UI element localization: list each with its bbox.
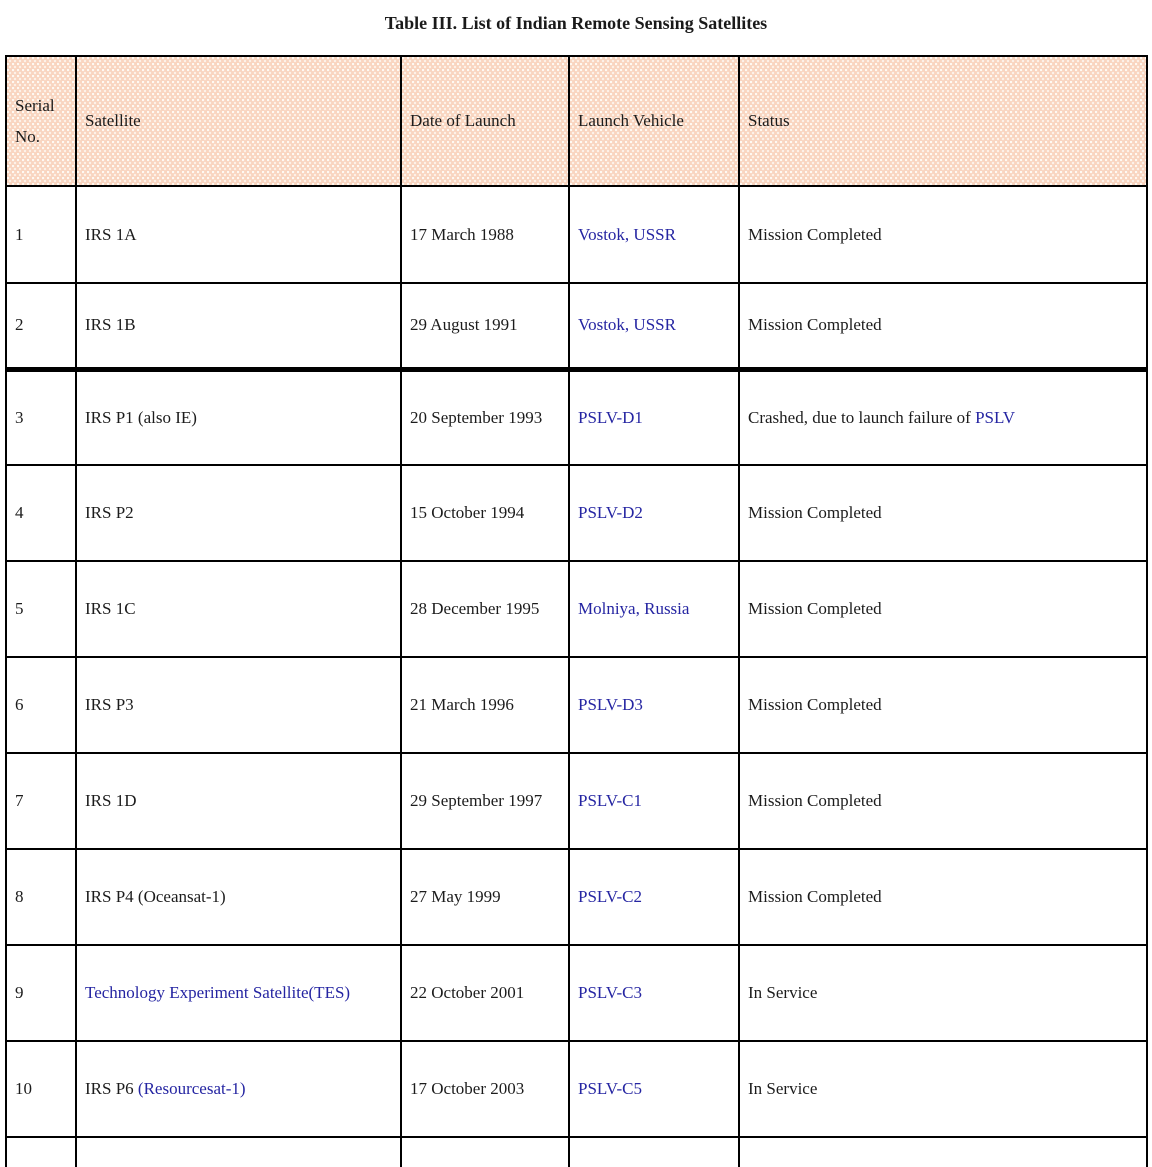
cell-text: IRS P4 (Oceansat-1) (85, 887, 226, 906)
table-body (6, 186, 1147, 1167)
column-header-serial-no: Serial No. (6, 56, 76, 186)
cell-satellite (76, 1041, 401, 1137)
column-header-launch-vehicle: Launch Vehicle (569, 56, 739, 186)
cell-text: IRS 1A (85, 224, 137, 244)
column-header-status: Status (739, 56, 1147, 186)
cell-launch-vehicle (569, 753, 739, 849)
cell-text: 21 March 1996 (410, 695, 514, 714)
hyperlink[interactable]: PSLV (975, 407, 1016, 427)
hyperlink[interactable]: PSLV-D1 (578, 407, 643, 427)
cell-satellite (76, 369, 401, 465)
cell-status (739, 561, 1147, 657)
cell-status (739, 849, 1147, 945)
cell-launch-vehicle (569, 1137, 739, 1167)
cell-status (739, 465, 1147, 561)
table-header (6, 56, 1147, 186)
column-header-date-of-launch: Date of Launch (401, 56, 569, 186)
cell-text: IRS P3 (85, 695, 134, 714)
cell-text: 9 (15, 983, 24, 1002)
table-row (6, 465, 1147, 561)
cell-text: 7 (15, 791, 24, 810)
cell-text: 29 August 1991 (410, 315, 518, 335)
cell-text: In Service (748, 1079, 818, 1098)
cell-satellite (76, 657, 401, 753)
cell-text: 22 October 2001 (410, 983, 525, 1002)
cell-text: Mission Completed (748, 599, 882, 618)
cell-text: 29 September 1997 (410, 791, 543, 810)
cell-date-of-launch (401, 283, 569, 369)
cell-status (739, 1041, 1147, 1137)
cell-serial-no (6, 1137, 76, 1167)
hyperlink[interactable]: PSLV-C5 (578, 1079, 642, 1098)
cell-text: 15 October 1994 (410, 503, 525, 522)
cell-launch-vehicle (569, 657, 739, 753)
cell-text: IRS P2 (85, 503, 134, 522)
cell-text: Mission Completed (748, 887, 882, 906)
cell-serial-no (6, 753, 76, 849)
cell-date-of-launch (401, 1137, 569, 1167)
cell-text: IRS 1D (85, 791, 137, 810)
cell-text: IRS 1B (85, 315, 136, 335)
cell-status (739, 283, 1147, 369)
cell-text: IRS P1 (also IE) (85, 407, 197, 427)
table-row (6, 186, 1147, 283)
cell-text: 6 (15, 695, 24, 714)
cell-date-of-launch (401, 561, 569, 657)
cell-text: IRS 1C (85, 599, 136, 618)
cell-serial-no (6, 465, 76, 561)
cell-text: 17 October 2003 (410, 1079, 525, 1098)
cell-launch-vehicle (569, 186, 739, 283)
cell-status (739, 753, 1147, 849)
cell-date-of-launch (401, 186, 569, 283)
table-row (6, 945, 1147, 1041)
table-row (6, 753, 1147, 849)
table-row (6, 657, 1147, 753)
cell-date-of-launch (401, 657, 569, 753)
hyperlink[interactable]: Vostok, USSR (578, 315, 676, 335)
hyperlink[interactable]: PSLV-C2 (578, 887, 642, 906)
cell-text: In Service (748, 983, 818, 1002)
cell-text: 2 (15, 315, 24, 335)
cell-text: Mission Completed (748, 791, 882, 810)
cell-serial-no (6, 369, 76, 465)
hyperlink[interactable]: PSLV-D2 (578, 503, 643, 522)
table-row (6, 1041, 1147, 1137)
cell-text: 28 December 1995 (410, 599, 540, 618)
cell-status (739, 945, 1147, 1041)
cell-text: 4 (15, 503, 24, 522)
cell-serial-no (6, 657, 76, 753)
hyperlink[interactable]: Technology Experiment Satellite(TES) (85, 983, 351, 1002)
cell-launch-vehicle (569, 465, 739, 561)
cell-text: 5 (15, 599, 24, 618)
cell-satellite (76, 561, 401, 657)
table-row (6, 369, 1147, 465)
cell-text: IRS P6 (85, 1079, 138, 1098)
table-row (6, 561, 1147, 657)
cell-date-of-launch (401, 1041, 569, 1137)
table-row (6, 283, 1147, 369)
cell-text: 27 May 1999 (410, 887, 501, 906)
cell-serial-no (6, 283, 76, 369)
cell-text: 20 September 1993 (410, 407, 543, 427)
cell-text: Crashed, due to launch failure of (748, 407, 976, 427)
cell-status (739, 1137, 1147, 1167)
table-caption: Table III. List of Indian Remote Sensing Satellites (384, 13, 768, 33)
cell-satellite (76, 945, 401, 1041)
cell-text: 1 (15, 224, 24, 244)
hyperlink[interactable]: Vostok, USSR (578, 224, 676, 244)
cell-serial-no (6, 849, 76, 945)
cell-status (739, 186, 1147, 283)
cell-text: Mission Completed (748, 315, 882, 335)
cell-launch-vehicle (569, 849, 739, 945)
hyperlink[interactable]: (Resourcesat-1) (137, 1079, 246, 1098)
cell-text: 17 March 1988 (410, 224, 514, 244)
cell-serial-no (6, 561, 76, 657)
cell-status (739, 369, 1147, 465)
cell-satellite (76, 186, 401, 283)
cell-text: Mission Completed (748, 695, 882, 714)
cell-serial-no (6, 945, 76, 1041)
table-row (6, 1137, 1147, 1167)
cell-launch-vehicle (569, 283, 739, 369)
hyperlink[interactable]: Molniya, Russia (578, 599, 690, 618)
hyperlink[interactable]: PSLV-D3 (578, 695, 643, 714)
cell-serial-no (6, 186, 76, 283)
cell-launch-vehicle (569, 1041, 739, 1137)
cell-text: Mission Completed (748, 224, 882, 244)
satellites-table (5, 55, 1148, 1167)
cell-text: Mission Completed (748, 503, 882, 522)
cell-serial-no (6, 1041, 76, 1137)
hyperlink[interactable]: PSLV-C3 (578, 983, 642, 1002)
cell-date-of-launch (401, 369, 569, 465)
cell-satellite (76, 849, 401, 945)
cell-satellite (76, 283, 401, 369)
cell-text: 3 (15, 407, 24, 427)
table-row (6, 849, 1147, 945)
cell-satellite (76, 753, 401, 849)
cell-date-of-launch (401, 849, 569, 945)
cell-date-of-launch (401, 945, 569, 1041)
cell-launch-vehicle (569, 561, 739, 657)
cell-date-of-launch (401, 753, 569, 849)
cell-launch-vehicle (569, 369, 739, 465)
cell-satellite (76, 465, 401, 561)
cell-status (739, 657, 1147, 753)
cell-text: 10 (15, 1079, 32, 1098)
cell-satellite (76, 1137, 401, 1167)
column-header-satellite: Satellite (76, 56, 401, 186)
cell-launch-vehicle (569, 945, 739, 1041)
header-row (6, 56, 1147, 186)
hyperlink[interactable]: PSLV-C1 (578, 791, 642, 810)
cell-text: 8 (15, 887, 24, 906)
cell-date-of-launch (401, 465, 569, 561)
